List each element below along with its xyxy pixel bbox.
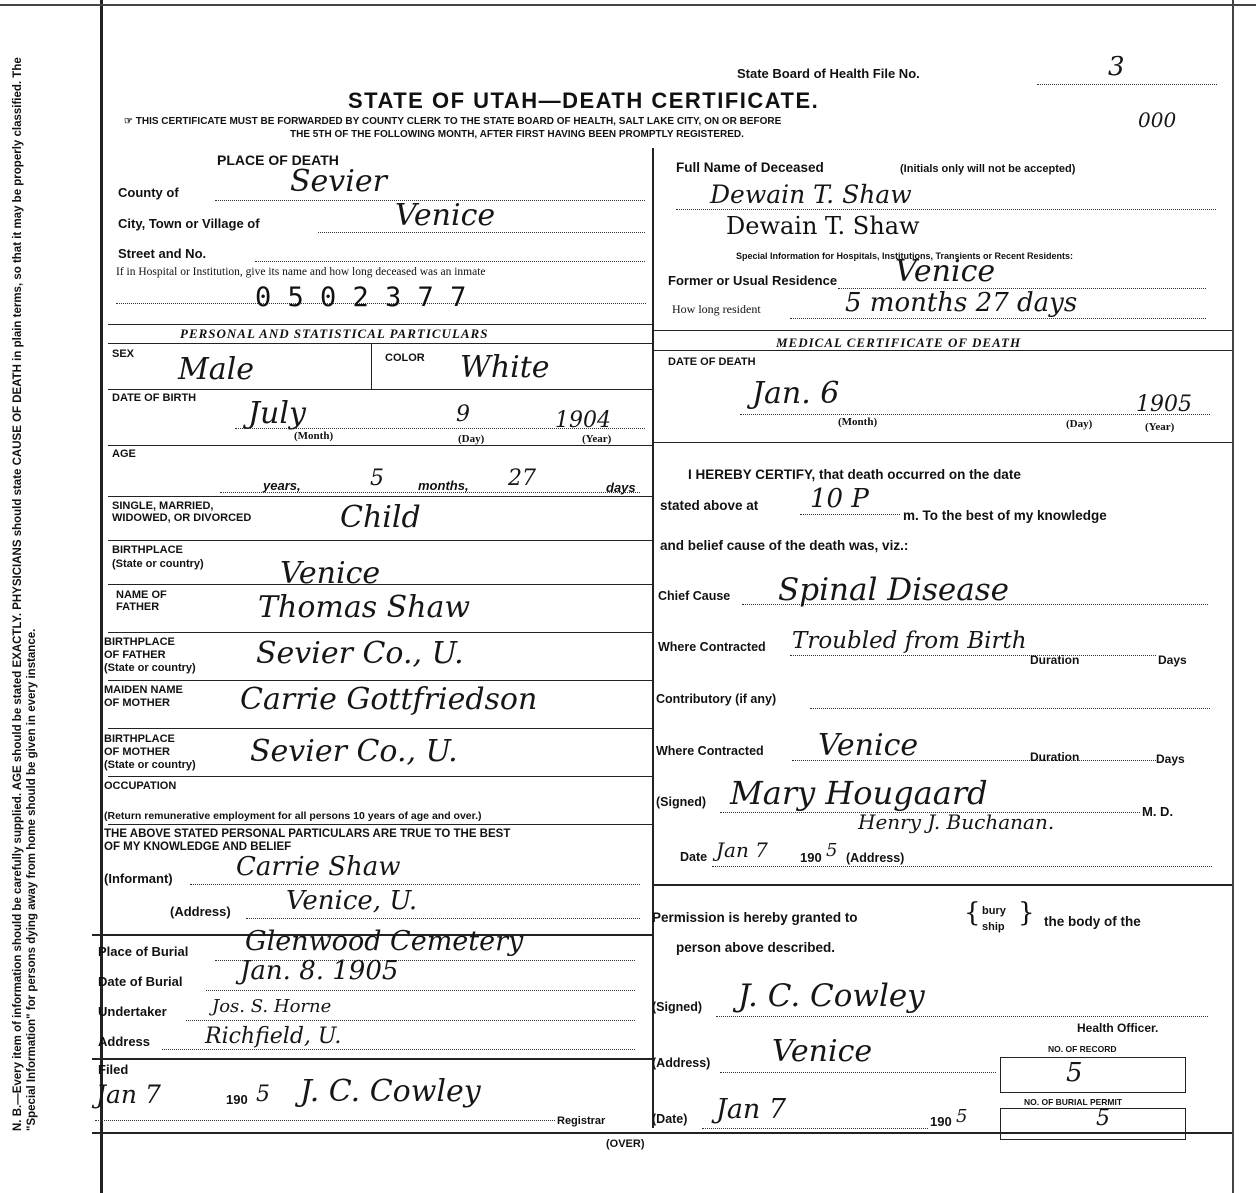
mother-bp-value: Sevier Co., U. [250, 734, 458, 769]
marital-value: Child [340, 500, 421, 535]
age-months-label: months, [418, 478, 469, 493]
permit-no-label: NO. OF BURIAL PERMIT [1024, 1097, 1123, 1107]
notice-line-2: THE 5TH OF THE FOLLOWING MONTH, AFTER FIRST HAVING BEEN PROMPTLY REGISTERED. [290, 129, 744, 140]
death-year: 1905 [1136, 392, 1192, 417]
rule [108, 540, 652, 541]
burial-place-value: Glenwood Cemetery [245, 926, 524, 957]
where-contracted-label-2: Where Contracted [656, 744, 764, 758]
burial-date-value: Jan. 8. 1905 [240, 956, 399, 986]
filed-label: Filed [98, 1062, 129, 1077]
mother-label-1: MAIDEN NAME [104, 684, 183, 696]
sex-value: Male [178, 352, 254, 387]
father-bp-label-3: (State or country) [104, 662, 196, 674]
special-info-label: Special Information for Hospitals, Institutions, Transients or Recent Residents: [736, 251, 1074, 261]
permit-text-1: Permission is hereby granted to [652, 910, 858, 925]
marital-label-1: SINGLE, MARRIED, [112, 500, 214, 512]
top-edge [0, 4, 1256, 6]
residence-label: Former or Usual Residence [668, 273, 838, 288]
certify-line-1: I HEREBY CERTIFY, that death occurred on the date [688, 467, 1021, 482]
rule [108, 824, 652, 825]
full-name-note: (Initials only will not be accepted) [900, 163, 1076, 175]
date-signed-value: Jan 7 [716, 838, 768, 862]
rule [108, 632, 652, 633]
registrar-label: Registrar [557, 1115, 606, 1127]
rule [108, 389, 652, 390]
officer-signature-line [716, 1016, 1208, 1017]
rule [652, 442, 1232, 443]
physician-signature: Mary Hougaard [730, 774, 988, 812]
rule [108, 343, 652, 344]
occupation-note: (Return remunerative employment for all persons 10 years of age and over.) [104, 810, 482, 822]
informant-label: (Informant) [104, 871, 173, 886]
dob-line [235, 428, 645, 429]
county-label: County of [118, 185, 179, 200]
death-time: 10 P [810, 484, 869, 514]
father-value: Thomas Shaw [258, 590, 471, 625]
md-label: M. D. [1142, 804, 1174, 819]
certify-line-2: stated above at [660, 498, 759, 513]
resident-label: How long resident [672, 302, 761, 316]
death-day-caption: (Day) [1066, 418, 1093, 430]
age-days-label: days [606, 480, 636, 495]
where-contracted-value: Troubled from Birth [792, 628, 1027, 654]
informant-line [190, 884, 640, 885]
undertaker-line [186, 1020, 635, 1021]
permit-year-prefix: 190 [930, 1114, 952, 1129]
deceased-name-handwritten: Dewain T. Shaw [710, 180, 912, 209]
age-days: 27 [508, 466, 536, 491]
dob-day-caption: (Day) [458, 433, 485, 445]
rule [652, 330, 1232, 331]
file-no-value: 3 [1108, 52, 1125, 82]
residence-value: Venice [895, 254, 996, 289]
date-signed-year-2: 5 [826, 840, 838, 861]
medical-heading: MEDICAL CERTIFICATE OF DEATH [776, 335, 1022, 350]
duration-label-1: Duration [1030, 653, 1080, 667]
place-of-death-heading: PLACE OF DEATH [217, 152, 339, 168]
true-statement-1: THE ABOVE STATED PERSONAL PARTICULARS ARE TRUE TO THE BEST [104, 828, 511, 840]
rule [92, 1058, 652, 1060]
permit-text-3: person above described. [676, 940, 836, 955]
time-line [800, 514, 900, 515]
undertaker-label: Undertaker [98, 1004, 167, 1019]
undertaker-value: Jos. S. Horne [212, 996, 332, 1017]
permit-ship: ship [982, 921, 1005, 933]
permit-brace-right: } [1018, 898, 1035, 928]
filed-year-prefix: 190 [226, 1092, 248, 1107]
notice-line-1: ☞ THIS CERTIFICATE MUST BE FORWARDED BY COUNTY CLERK TO THE STATE BOARD OF HEALTH, SALT LAKE CITY, ON OR BEFORE [124, 116, 782, 127]
rule [108, 776, 652, 777]
center-divider [652, 148, 654, 1128]
contributory-line [810, 708, 1210, 709]
birthplace-label-2: (State or country) [112, 558, 204, 570]
undertaker-address-value: Richfield, U. [205, 1024, 342, 1049]
death-year-caption: (Year) [1145, 421, 1175, 433]
days-label-1: Days [1158, 653, 1187, 667]
age-months: 5 [370, 466, 384, 491]
duration-label-2: Duration [1030, 750, 1080, 764]
dob-day: 9 [456, 402, 470, 427]
name-line-1 [676, 209, 1216, 210]
permit-address-value: Venice [772, 1034, 873, 1069]
death-date-label: DATE OF DEATH [668, 356, 756, 368]
days-label-2: Days [1156, 752, 1185, 766]
mother-bp-label-3: (State or country) [104, 759, 196, 771]
city-label: City, Town or Village of [118, 216, 260, 231]
burial-date-line [206, 990, 635, 991]
deceased-name-typed: Dewain T. Shaw [726, 212, 920, 240]
where-contracted-line [790, 655, 1156, 656]
father-label-2: FATHER [116, 601, 160, 613]
record-no-box [1000, 1057, 1186, 1093]
physician-signature-2: Henry J. Buchanan. [858, 810, 1055, 834]
undertaker-address-line [162, 1049, 635, 1050]
rule [108, 496, 652, 497]
contributory-label: Contributory (if any) [656, 692, 777, 706]
rule [371, 343, 372, 389]
physician-address-label: (Address) [846, 851, 905, 865]
permit-date-label: (Date) [652, 1112, 688, 1126]
resident-line [790, 318, 1206, 319]
permit-brace-left: { [964, 898, 981, 928]
dob-year: 1904 [555, 408, 611, 433]
permit-text-2: the body of the [1044, 914, 1141, 929]
officer-title: Health Officer. [1077, 1021, 1159, 1035]
street-label: Street and No. [118, 246, 207, 261]
permit-bury: bury [982, 905, 1006, 917]
county-value: Sevier [290, 164, 387, 199]
age-years-label: years, [263, 478, 301, 493]
record-no-value: 5 [1066, 1058, 1083, 1088]
age-label: AGE [112, 448, 136, 460]
occupation-label: OCCUPATION [104, 780, 177, 792]
filed-year-suffix: 5 [256, 1082, 270, 1107]
dob-label: DATE OF BIRTH [112, 392, 197, 404]
mother-label-2: OF MOTHER [104, 697, 170, 709]
informant-address: Venice, U. [286, 886, 418, 916]
death-month-day: Jan. 6 [752, 376, 840, 411]
undertaker-address-label: Address [98, 1034, 151, 1049]
rule [652, 350, 1232, 351]
record-no-label: NO. OF RECORD [1048, 1044, 1117, 1054]
rule [108, 584, 652, 585]
father-label-1: NAME OF [116, 589, 167, 601]
burial-date-label: Date of Burial [98, 974, 183, 989]
certificate-title: STATE OF UTAH—DEATH CERTIFICATE. [348, 88, 820, 113]
hospital-label: If in Hospital or Institution, give its name and how long deceased was an inmate [116, 266, 486, 278]
permit-address-line [720, 1072, 996, 1073]
permit-date-value: Jan 7 [716, 1094, 787, 1125]
informant-address-line [246, 918, 640, 919]
informant-value: Carrie Shaw [236, 852, 401, 882]
rule [652, 884, 1232, 886]
dob-year-caption: (Year) [582, 433, 612, 445]
certify-line-2b: m. To the best of my knowledge [903, 508, 1107, 523]
death-month-caption: (Month) [838, 416, 878, 428]
father-bp-label-2: OF FATHER [104, 649, 166, 661]
side-note: N. B.—Every item of information should be carefully supplied. AGE should be stated EXACTLY. PHYSICIANS should state CAUSE OF DEATH in plain terms, so that it may be properly classified. The "Special Information" for persons dying away from home should be given in every instance. [12, 57, 38, 1131]
filed-date: Jan 7 [96, 1080, 161, 1109]
where-contracted-value-2: Venice [818, 728, 919, 763]
marital-label-2: WIDOWED, OR DIVORCED [112, 512, 252, 524]
sex-label: SEX [112, 348, 135, 360]
over-label: (OVER) [606, 1138, 645, 1150]
dob-month: July [248, 396, 306, 431]
father-bp-value: Sevier Co., U. [256, 636, 464, 671]
birthplace-value: Venice [280, 556, 381, 591]
right-edge [1232, 0, 1234, 1193]
death-date-line [740, 414, 1210, 415]
mother-value: Carrie Gottfriedson [240, 682, 538, 717]
registrar-signature: J. C. Cowley [300, 1074, 481, 1109]
color-value: White [460, 350, 550, 385]
where-contracted-label: Where Contracted [658, 640, 766, 654]
filed-line [95, 1120, 555, 1121]
permit-no-value: 5 [1096, 1106, 1110, 1131]
rule [108, 728, 652, 729]
physician-signed-label: (Signed) [656, 795, 706, 809]
full-name-label: Full Name of Deceased [676, 160, 824, 175]
personal-heading: PERSONAL AND STATISTICAL PARTICULARS [180, 326, 489, 341]
certify-line-3: and belief cause of the death was, viz.: [660, 538, 909, 553]
permit-date-line [702, 1128, 928, 1129]
date-signed-line [712, 866, 1212, 867]
father-bp-label-1: BIRTHPLACE [104, 636, 175, 648]
permit-year-suffix: 5 [956, 1106, 968, 1127]
color-label: COLOR [385, 352, 425, 364]
permit-address-label: (Address) [652, 1056, 711, 1070]
stamp-number: 0 5 0 2 3 7 7 [255, 282, 467, 313]
mother-bp-label-1: BIRTHPLACE [104, 733, 175, 745]
rule [108, 324, 652, 325]
permit-no-box [1000, 1108, 1186, 1140]
dob-month-caption: (Month) [294, 430, 334, 442]
file-no-label: State Board of Health File No. [737, 66, 920, 81]
file-no-line [1037, 84, 1217, 85]
street-line [255, 261, 645, 262]
date-signed-year: 190 [800, 850, 822, 865]
true-statement-2: OF MY KNOWLEDGE AND BELIEF [104, 841, 292, 853]
burial-place-label: Place of Burial [98, 944, 189, 959]
rule [108, 445, 652, 446]
birthplace-label-1: BIRTHPLACE [112, 544, 183, 556]
chief-cause-value: Spinal Disease [778, 572, 1009, 608]
informant-address-label: (Address) [170, 904, 231, 919]
chief-cause-label: Chief Cause [658, 589, 731, 603]
date-signed-label: Date [680, 850, 708, 864]
city-value: Venice [395, 198, 496, 233]
mother-bp-label-2: OF MOTHER [104, 746, 170, 758]
rule [108, 680, 652, 681]
officer-signature: J. C. Cowley [738, 978, 925, 1014]
margin-mark: 000 [1138, 108, 1177, 132]
resident-duration: 5 months 27 days [845, 288, 1078, 318]
officer-signed-label: (Signed) [652, 1000, 702, 1014]
